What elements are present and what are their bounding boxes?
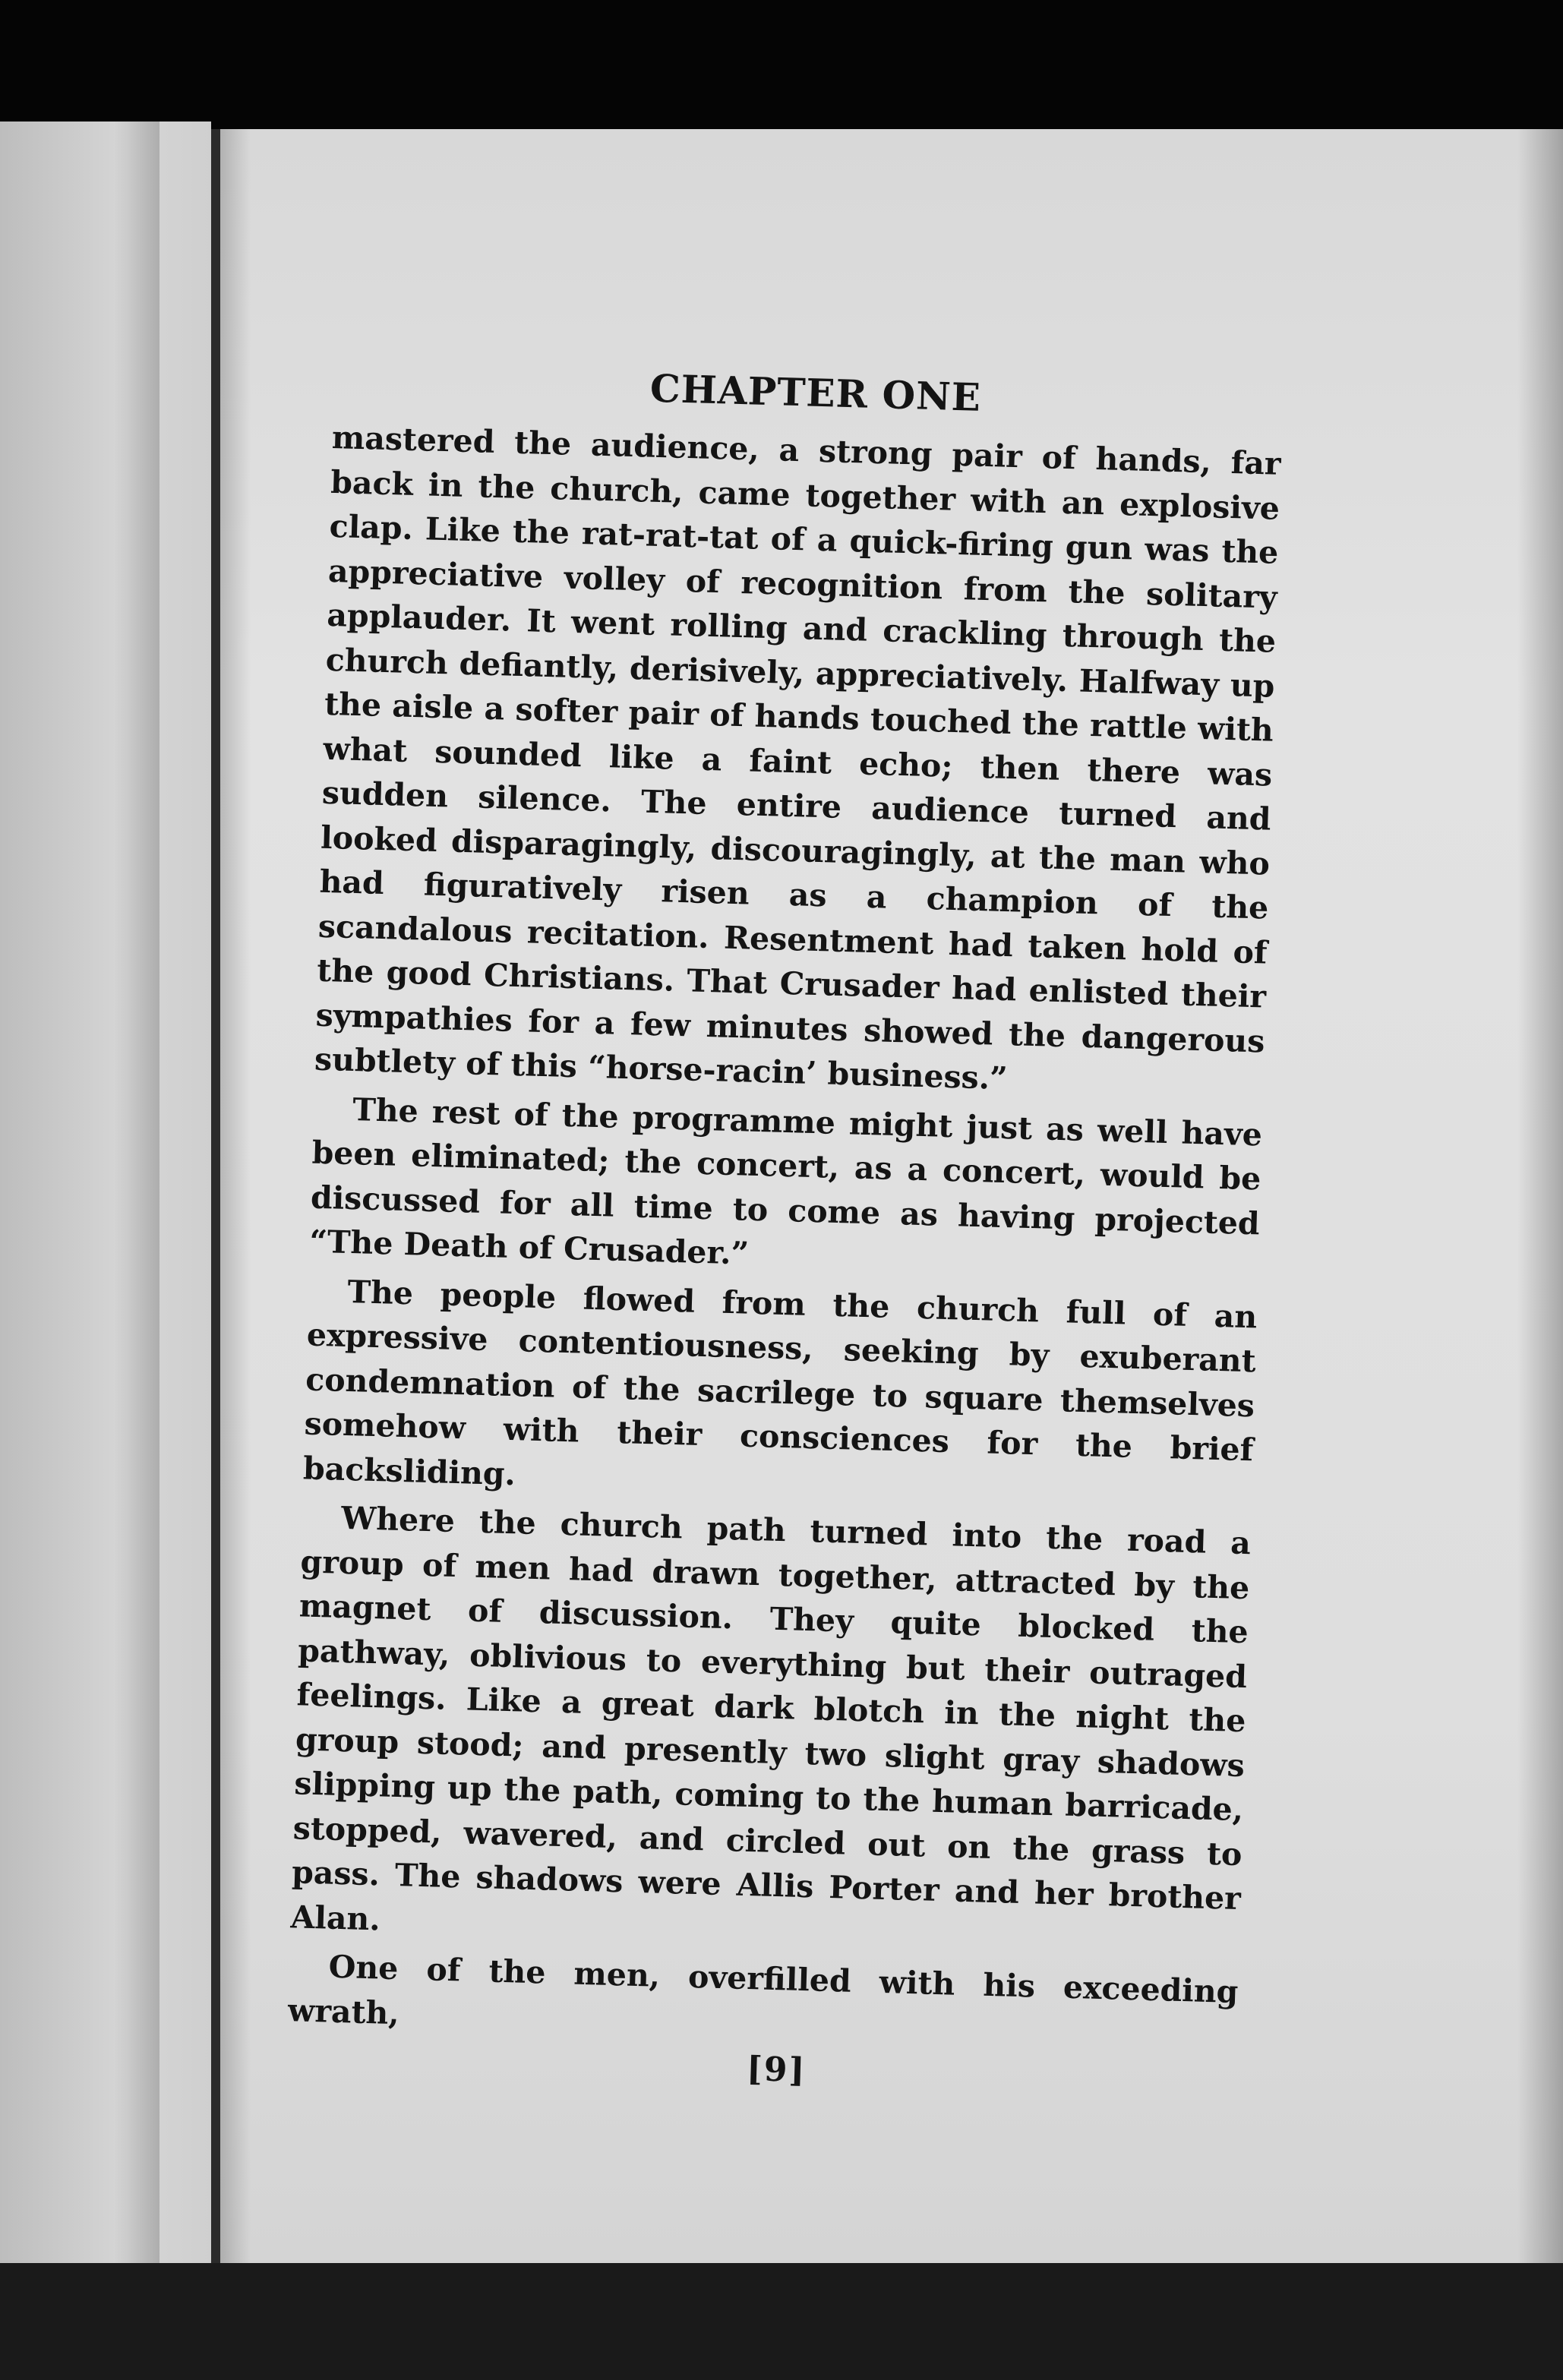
facing-page-shadow (114, 122, 159, 2263)
scan-background (0, 2263, 1563, 2380)
page-text (286, 357, 1284, 2102)
paragraph: Where the church path turned into the road a group of men had drawn together, attracted by the magnet of discussion. They quite blocked the pathway, oblivious to everything but their outraged feelings. Like a great dark blotch in the night the group stood; and presently two slight gray shadows slipping up the path, coming to the human barricade, stopped, wavered, and circled out on the grass to pass. The shadows were Allis Porter and her brother Alan. (289, 1499, 1252, 1937)
paragraph: One of the men, overfilled with his exceeding wrath, (287, 1948, 1239, 2031)
chapter-heading: CHAPTER ONE (649, 365, 982, 420)
facing-page-edge (0, 122, 211, 2263)
paragraph: The rest of the programme might just as well have been eliminated; the concert, as a concert, would be discussed for all time to come as having projected “The Death of Crusader.” (308, 1091, 1263, 1272)
page-number: [9] (746, 2050, 807, 2091)
paragraph: The people flowed from the church full of an expressive contentiousness, seeking by exuberant condemnation of the sacrilege to square themselves somehow with their consciences for the brief backsliding. (302, 1273, 1258, 1492)
paragraph: mastered the audience, a strong pair of hands, far back in the church, came together with an explosive clap. Like the rat-rat-tat of a quick-firing gun was the appreciative volley of recognition from the solitary applauder. It went rolling and crackling through the church defiantly, derisively, appreciatively. Halfway up the aisle a softer pair of hands touched the rattle with what sounded like a faint echo; then there was sudden silence. The entire audience turned and looked disparagingly, discouragingly, at the man who had figuratively risen as a champion of the scandalous recitation. Resentment had taken hold of the good Christians. That Crusader had enlisted their sympathies for a few minutes showed the dangerous subtlety of this “horse-racin’ business.” (314, 418, 1282, 1097)
